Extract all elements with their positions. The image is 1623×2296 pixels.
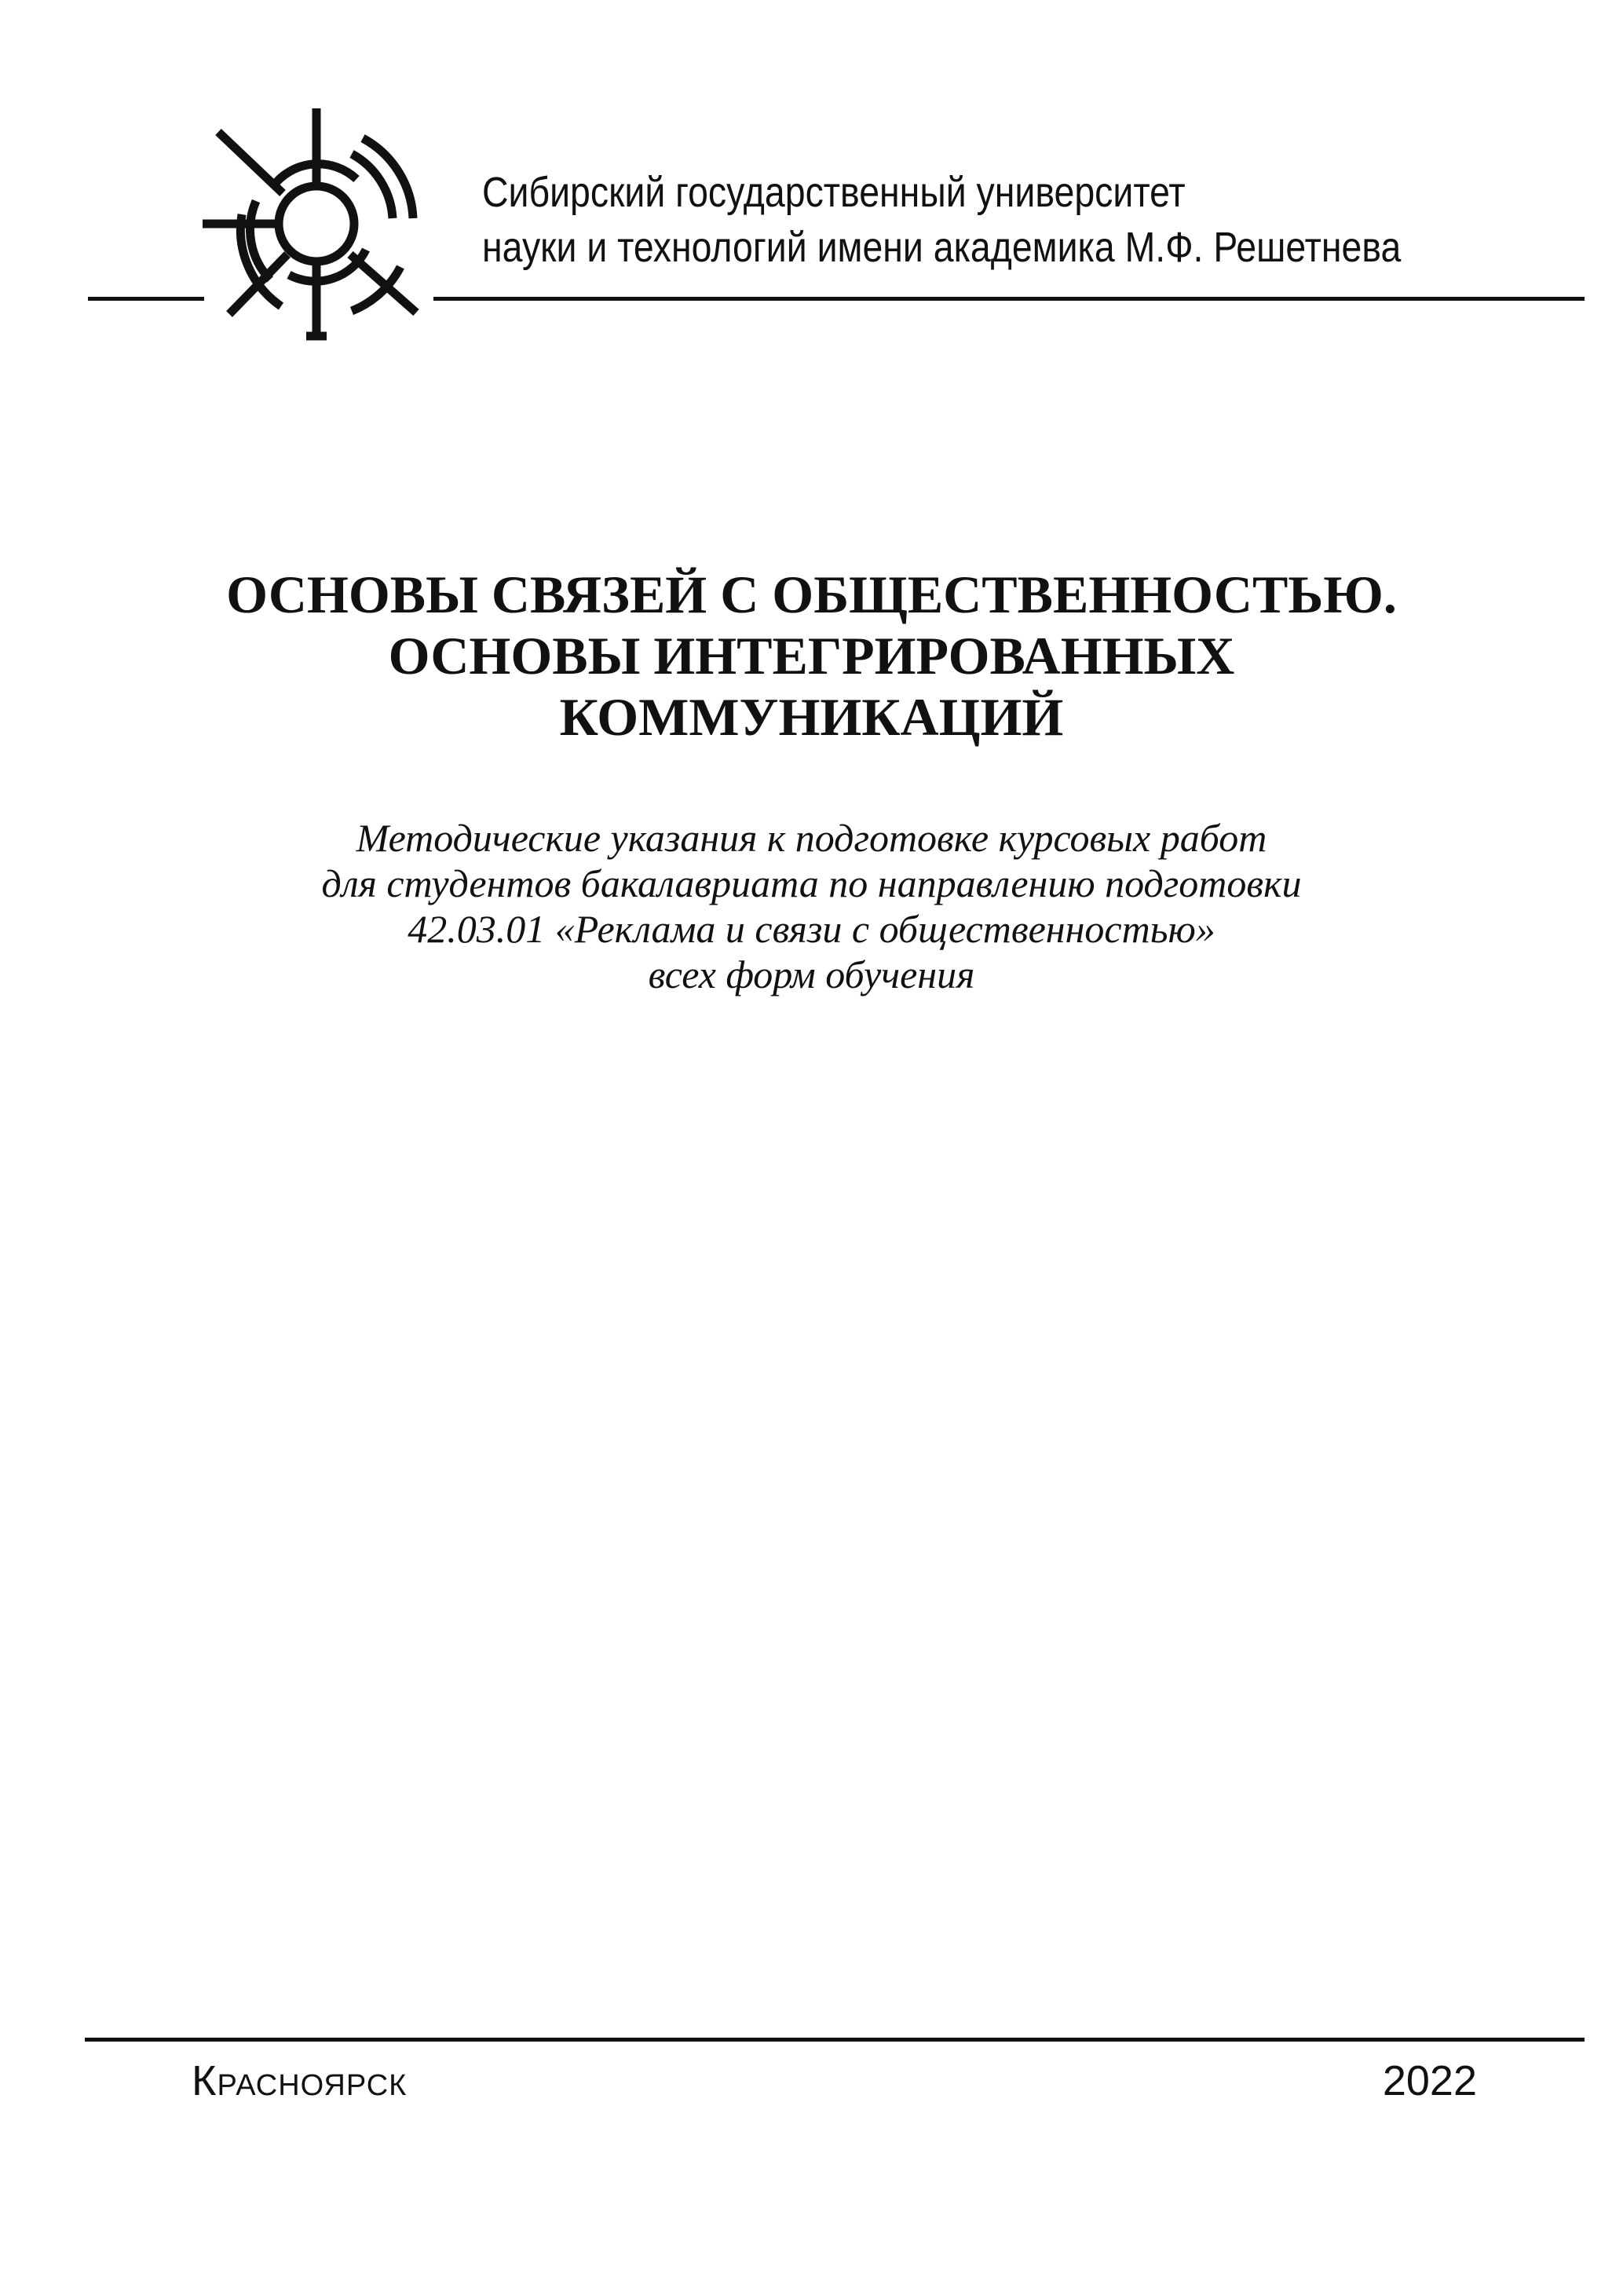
- document-title: [79, 564, 1544, 748]
- document-title-line-2: ОСНОВЫ ИНТЕГРИРОВАННЫХ: [388, 626, 1235, 686]
- document-subtitle-line-3: 42.03.01 «Реклама и связи с общественностью»: [408, 907, 1215, 951]
- university-name-line-1: Сибирский государственный университет: [482, 169, 1186, 216]
- header-divider-right: [433, 297, 1585, 301]
- university-name-line-2: науки и технологий имени академика М.Ф. Решетнева: [482, 224, 1402, 271]
- document-subtitle: [79, 815, 1544, 997]
- document-title-line-1: ОСНОВЫ СВЯЗЕЙ С ОБЩЕСТВЕННОСТЬЮ.: [226, 565, 1397, 624]
- document-title-line-3: КОММУНИКАЦИЙ: [559, 687, 1064, 747]
- document-subtitle-line-1: Методические указания к подготовке курсовых работ: [356, 816, 1267, 860]
- publication-year: 2022: [1382, 2057, 1477, 2104]
- university-emblem-icon: [195, 101, 430, 350]
- university-name: [482, 165, 1414, 275]
- header-divider-left: [88, 297, 204, 301]
- footer-divider: [85, 2038, 1585, 2042]
- document-subtitle-line-4: всех форм обучения: [648, 952, 975, 996]
- publication-city: Красноярск: [192, 2057, 408, 2104]
- document-subtitle-line-2: для студентов бакалавриата по направлению подготовки: [321, 861, 1302, 905]
